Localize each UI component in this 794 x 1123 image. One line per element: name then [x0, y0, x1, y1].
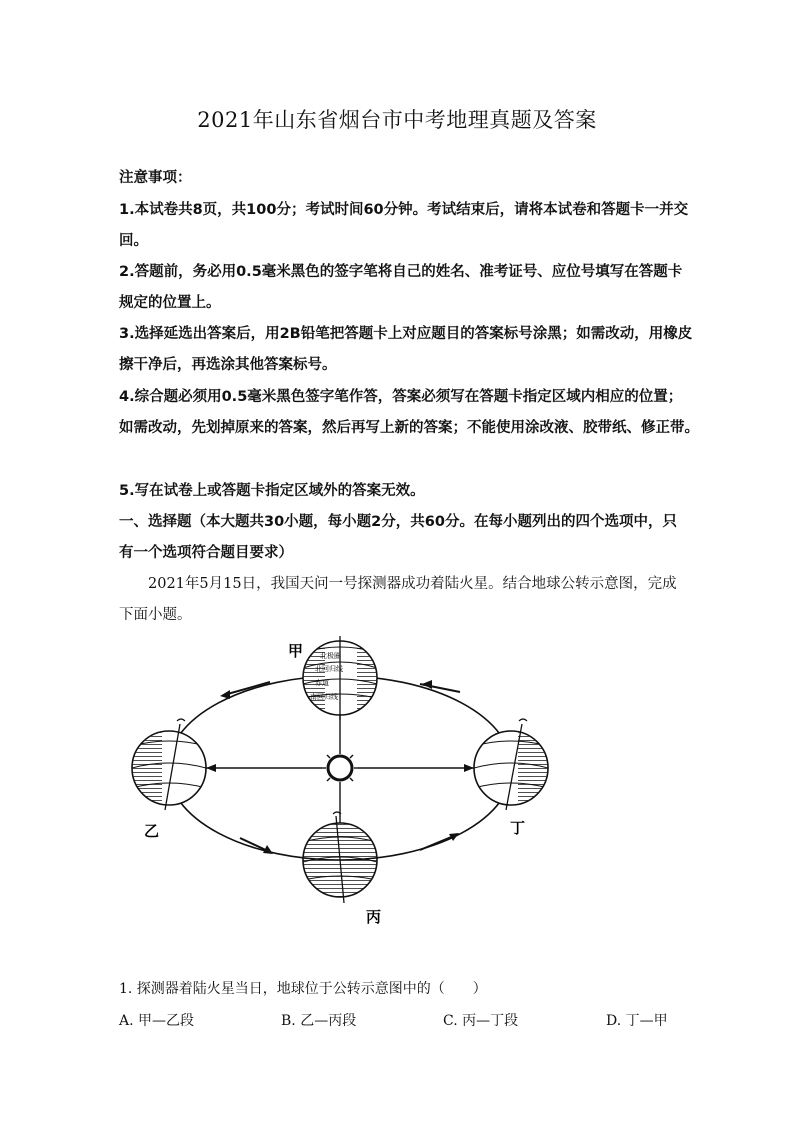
earth-label: 赤道 [315, 679, 329, 687]
earth-orbit-diagram [120, 628, 560, 933]
earth-yi [132, 719, 206, 810]
sun-icon [322, 750, 358, 786]
earth-jia [303, 636, 379, 720]
option-d[interactable]: D. 丁—甲 [606, 1013, 668, 1029]
option-c[interactable]: C. 丙—丁段 [443, 1013, 519, 1029]
notice-line: 3.选择延选出答案后，用2B铅笔把答题卡上对应题目的答案标号涂黑；如需改动，用橡皮 [119, 326, 693, 342]
notice-line: 1.本试卷共8页，共100分；考试时间60分钟。考试结束后，请将本试卷和答题卡一并交 [119, 202, 689, 218]
notice-heading: 注意事项： [119, 170, 192, 186]
intro-text-cont: 下面小题。 [119, 607, 192, 623]
label-jia: 甲 [288, 642, 304, 660]
notice-line: 2.答题前，务必用0.5毫米黑色的签字笔将自己的姓名、准考证号、应位号填写在答题卡 [119, 264, 683, 280]
notice-line: 5.写在试卷上或答题卡指定区域外的答案无效。 [119, 483, 425, 499]
earth-bing [303, 812, 377, 903]
section-heading: 一、选择题（本大题共30小题，每小题2分，共60分。在每小题列出的四个选项中，只 [119, 514, 677, 530]
earth-label: 南回归线 [310, 693, 338, 701]
notice-line: 规定的位置上。 [119, 295, 221, 311]
section-heading-cont: 有一个选项符合题目要求） [119, 545, 293, 561]
orbit-svg [120, 628, 560, 933]
earth-ding [474, 719, 548, 810]
notice-line: 擦干净后，再选涂其他答案标号。 [119, 357, 337, 373]
earth-label: 北回归线 [315, 665, 343, 673]
option-b[interactable]: B. 乙—丙段 [281, 1013, 357, 1029]
intro-text: 2021年5月15日，我国天问一号探测器成功着陆火星。结合地球公转示意图，完成 [148, 576, 677, 592]
question-stem: 1. 探测器着陆火星当日，地球位于公转示意图中的（ ） [119, 981, 487, 997]
notice-line: 如需改动，先划掉原来的答案，然后再写上新的答案；不能使用涂改液、胶带纸、修正带。 [119, 420, 699, 436]
label-ding: 丁 [510, 819, 526, 837]
label-bing: 丙 [366, 908, 382, 926]
page-title: 2021年山东省烟台市中考地理真题及答案 [197, 108, 597, 132]
notice-line: 回。 [119, 233, 148, 249]
label-yi: 乙 [144, 822, 160, 840]
earth-label: 北极圈 [320, 652, 341, 660]
notice-line: 4.综合题必须用0.5毫米黑色签字笔作答，答案必须写在答题卡指定区域内相应的位置； [119, 389, 683, 405]
option-a[interactable]: A. 甲—乙段 [119, 1013, 195, 1029]
